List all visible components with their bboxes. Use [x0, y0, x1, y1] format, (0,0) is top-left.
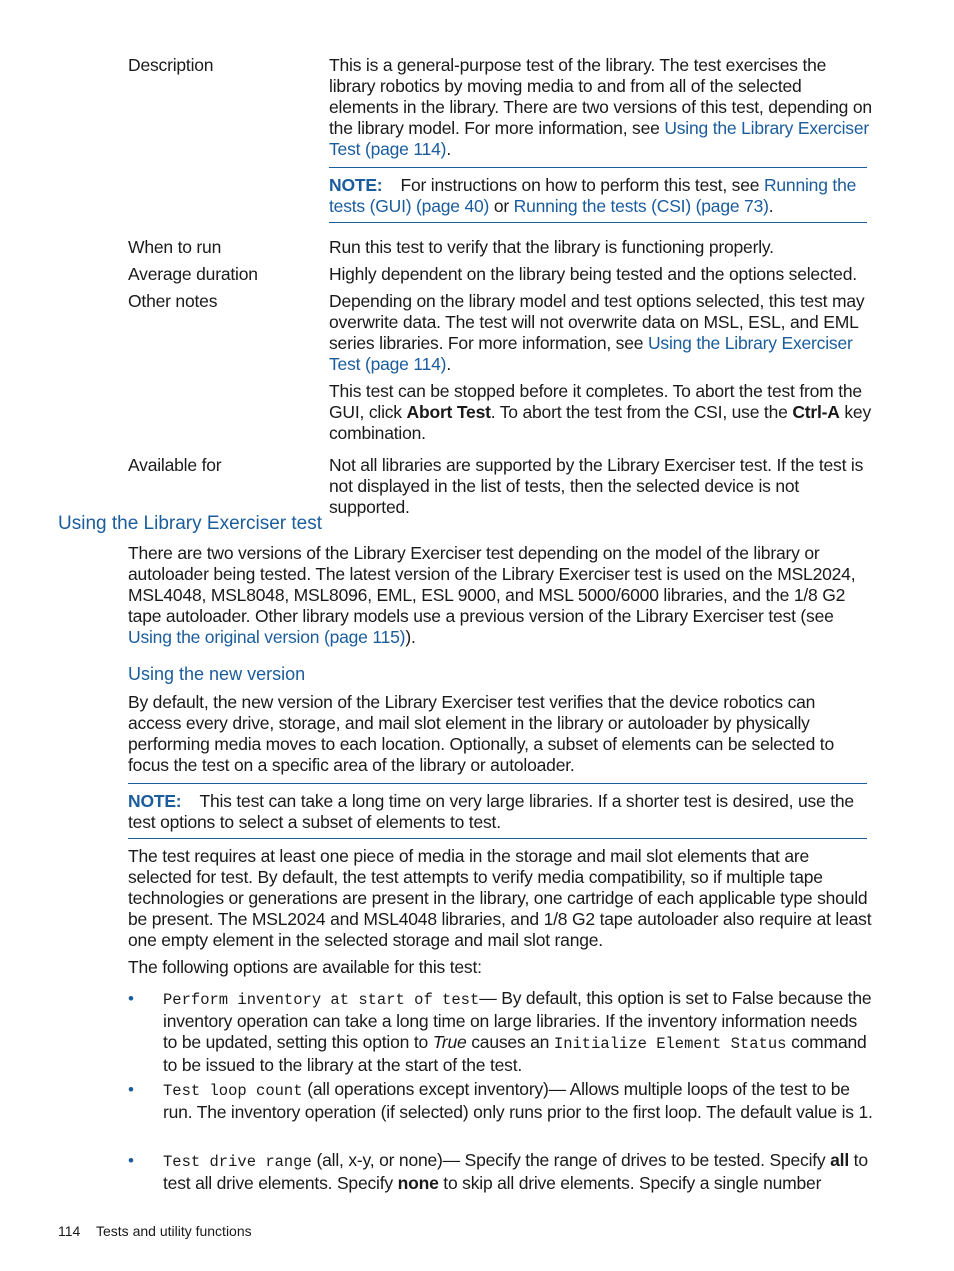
description-note: NOTE: For instructions on how to perform this test, see Running the tests (GUI) (page 40) or Running the tests (CSI) (page 73).: [329, 175, 857, 216]
options-intro: The following options are available for this test:: [128, 957, 482, 977]
option-perform-inventory: Perform inventory at start of test— By default, this option is set to False because the inventory operation can take a long time on large libraries. If the inventory information needs to be updated, setting this option to True causes an Initialize Element Status command to be issued to the library at the start of the test.: [163, 988, 872, 1075]
description-label: Description: [128, 55, 214, 75]
section-heading: Using the Library Exerciser test: [58, 513, 322, 534]
option-loop-count: Test loop count (all operations except inventory)— Allows multiple loops of the test to be run. The inventory operation (if selected) only runs prior to the first loop. The default value is 1.: [163, 1079, 873, 1122]
available-for-value: Not all libraries are supported by the Library Exerciser test. If the test is not displayed in the list of tests, then the selected device is not supported.: [329, 455, 864, 517]
note-bottom-rule: [329, 222, 867, 223]
option-code: Initialize Element Status: [553, 1035, 787, 1053]
available-for-label: Available for: [128, 455, 222, 475]
average-duration-value: Highly dependent on the library being tested and the options selected.: [329, 264, 857, 284]
note-label: NOTE:: [329, 175, 383, 195]
note2-label: NOTE:: [128, 791, 182, 811]
section-intro: There are two versions of the Library Exerciser test depending on the model of the library or autoloader being tested. The latest version of the Library Exerciser test is used on the MSL2024, MSL4048, MSL8048, MSL8096, EML, ESL 9000, and MSL 5000/6000 libraries, and the 1/8 G2 tape autoloader. Other library models use a previous version of the Library Exerciser test (see Using the original version (page 115)).: [128, 543, 856, 647]
when-to-run-label: When to run: [128, 237, 222, 257]
note2-top-rule: [128, 783, 867, 784]
page-number: 114: [58, 1223, 81, 1239]
bullet-marker: •: [128, 989, 134, 1008]
footer-chapter: Tests and utility functions: [96, 1223, 252, 1239]
note-top-rule: [329, 167, 867, 168]
other-notes-value: Depending on the library model and test options selected, this test may overwrite data. The test will not overwrite data on MSL, ESL, and EML series libraries. For more information, see Using the Library Exerciser Test (page 114).: [329, 291, 865, 374]
original-version-link[interactable]: Using the original version (page 115): [128, 627, 406, 647]
option-drive-range: Test drive range (all, x-y, or none)— Specify the range of drives to be tested. Specify all to test all drive elements. Specify none to skip all drive elements. Specify a single number: [163, 1150, 868, 1193]
requirements-paragraph: The test requires at least one piece of media in the storage and mail slot elements that are selected for test. By default, the test attempts to verify media compatibility, so if multiple tape technologies or generations are present in the library, one cartridge of each applicable type should be present. The MSL2024 and MSL4048 libraries, and 1/8 G2 tape autoloader also require at least one empty element in the selected storage and mail slot range.: [128, 846, 872, 950]
option-code: Test loop count: [163, 1082, 303, 1100]
bullet-marker: •: [128, 1151, 134, 1170]
other-notes-abort: This test can be stopped before it completes. To abort the test from the GUI, click Abort Test. To abort the test from the CSI, use the Ctrl-A key combination.: [329, 381, 872, 443]
ctrl-a-term: Ctrl-A: [792, 402, 840, 422]
exerciser-test-link-2[interactable]: Using the Library Exerciser Test (page 114): [329, 333, 853, 374]
abort-test-term: Abort Test: [406, 402, 491, 422]
exerciser-test-link[interactable]: Using the Library Exerciser Test (page 114): [329, 118, 869, 159]
running-tests-csi-link[interactable]: Running the tests (CSI) (page 73): [513, 196, 769, 216]
description-text: This is a general-purpose test of the library. The test exercises the library robotics by moving media to and from all of the selected elements in the library. There are two versions of this test, depending on the library model. For more information, see: [329, 55, 872, 138]
section-note: NOTE: This test can take a long time on very large libraries. If a shorter test is desired, use the test options to select a subset of elements to test.: [128, 791, 854, 832]
average-duration-label: Average duration: [128, 264, 258, 284]
option-code: Perform inventory at start of test: [163, 991, 480, 1009]
bullet-marker: •: [128, 1080, 134, 1099]
note2-bottom-rule: [128, 838, 867, 839]
option-code: Test drive range: [163, 1153, 312, 1171]
when-to-run-value: Run this test to verify that the library is functioning properly.: [329, 237, 774, 257]
subsection-heading: Using the new version: [128, 664, 306, 684]
description-value: This is a general-purpose test of the library. The test exercises the library robotics by moving media to and from all of the selected elements in the library. There are two versions of this test, depending on the library model. For more information, see Using the Library Exerciser Test (page 114).: [329, 55, 872, 159]
other-notes-label: Other notes: [128, 291, 218, 311]
new-version-paragraph: By default, the new version of the Library Exerciser test verifies that the device robotics can access every drive, storage, and mail slot element in the library or autoloader by physically performing media moves to each location. Optionally, a subset of elements can be selected to focus the test on a specific area of the library or autoloader.: [128, 692, 834, 775]
running-tests-gui-link[interactable]: Running the tests (GUI) (page 40): [329, 175, 857, 216]
